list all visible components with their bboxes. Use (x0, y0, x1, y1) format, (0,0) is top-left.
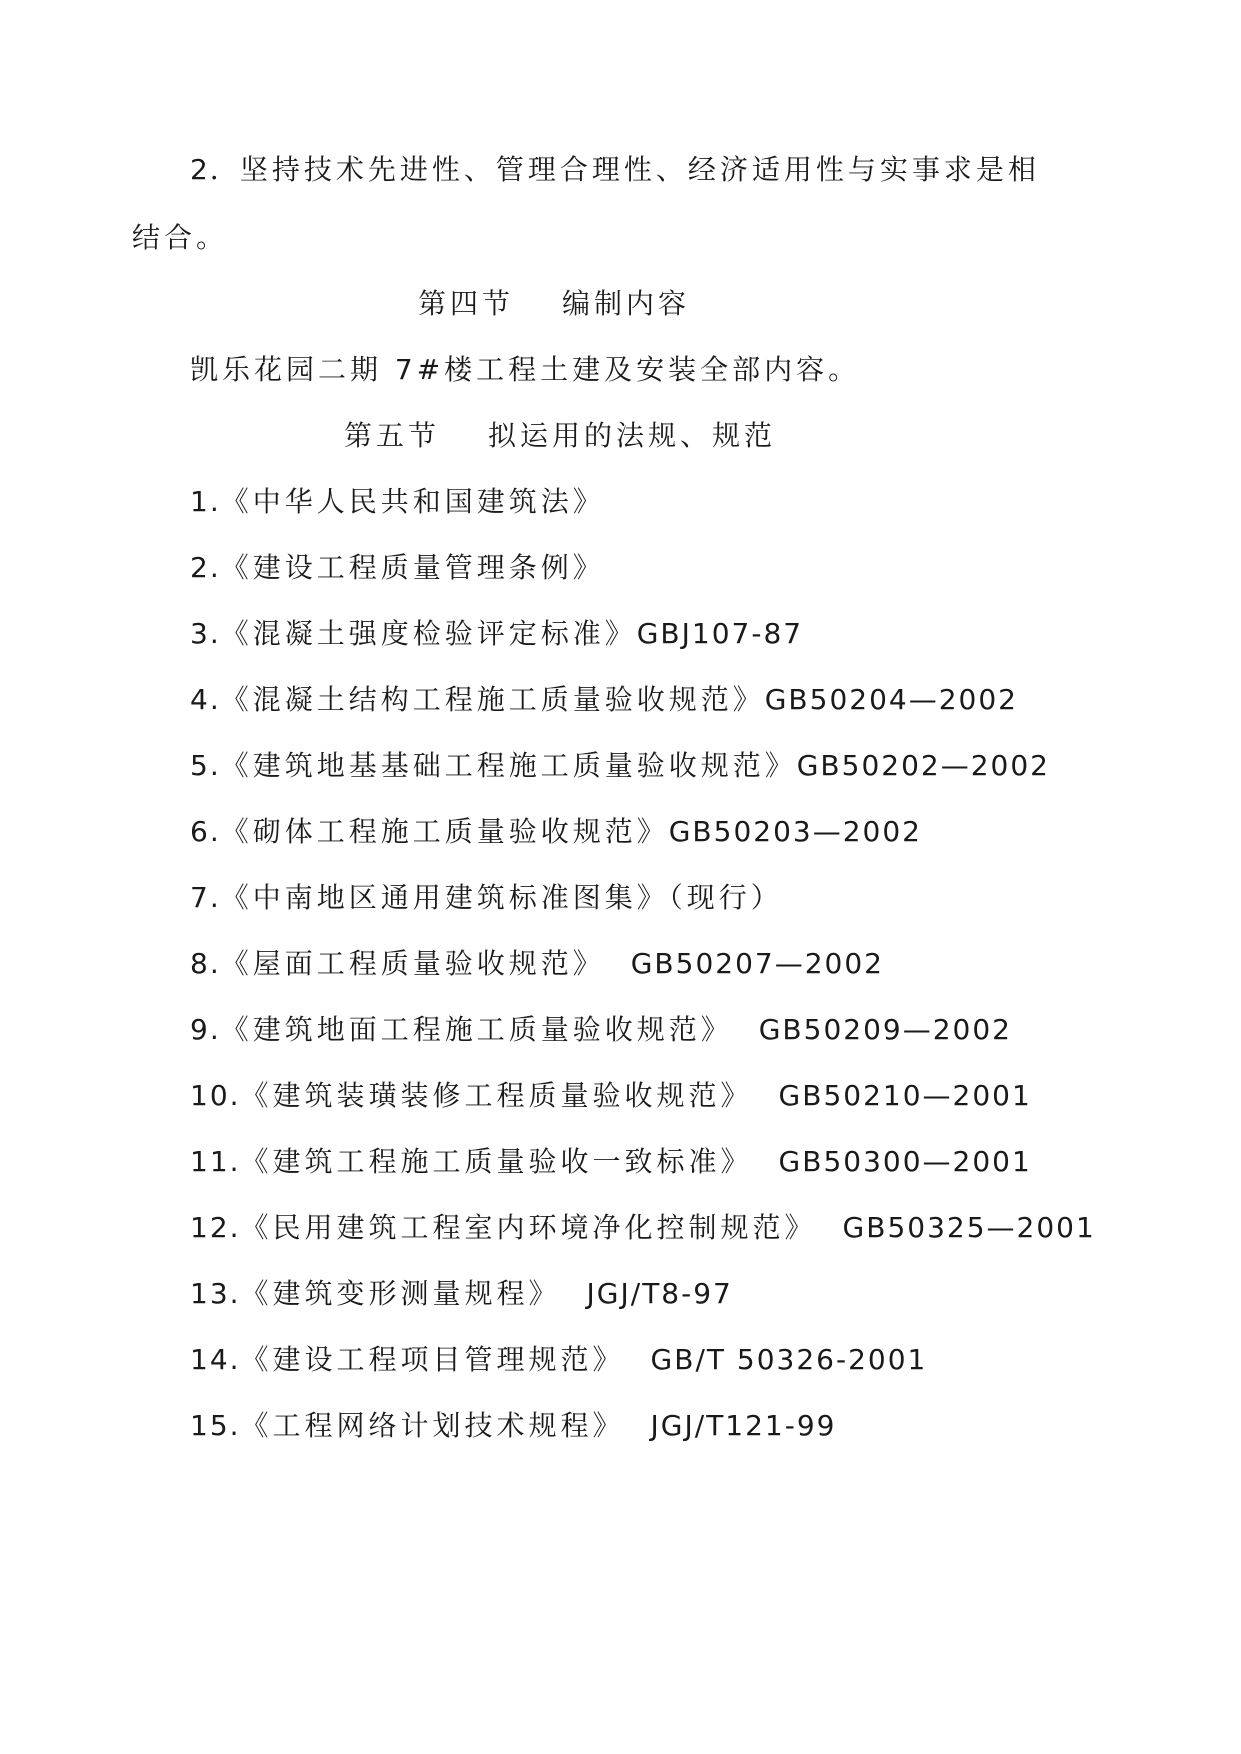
regulation-item (190, 614, 803, 654)
regulation-number: 10. (190, 1079, 241, 1112)
section4-body-text: 凯乐花园二期 7#楼工程土建及安装全部内容。 (190, 353, 861, 386)
regulation-code: JGJ/T121-99 (650, 1409, 837, 1442)
regulation-title: 《建筑工程施工质量验收一致标准》 (240, 1145, 753, 1178)
regulation-item (190, 1208, 1096, 1248)
section4-label: 第四节 (418, 287, 515, 320)
section5-heading (344, 416, 776, 456)
regulation-code: GBJ107-87 (636, 617, 804, 650)
regulation-number: 3. (190, 617, 221, 650)
regulation-title: 《中华人民共和国建筑法》 (220, 485, 605, 518)
principle-text-1: 坚持技术先进性、管理合理性、经济适用性与实事求是相 (239, 153, 1040, 186)
section5-title: 拟运用的法规、规范 (488, 419, 777, 452)
regulation-item (190, 1076, 1032, 1116)
regulation-code: GB50325—2001 (842, 1211, 1096, 1244)
regulation-number: 4. (190, 683, 221, 716)
regulation-item (190, 548, 605, 588)
regulation-title: 《屋面工程质量验收规范》 (220, 947, 605, 980)
principle-text-2: 结合。 (132, 221, 229, 254)
regulation-number: 13. (190, 1277, 241, 1310)
regulation-number: 11. (190, 1145, 241, 1178)
regulation-number: 14. (190, 1343, 241, 1376)
regulation-item (190, 1406, 836, 1446)
regulation-code: GB50210—2001 (778, 1079, 1032, 1112)
regulation-number: 9. (190, 1013, 221, 1046)
regulation-title: 《建设工程质量管理条例》 (220, 551, 605, 584)
regulation-code: GB50204—2002 (764, 683, 1018, 716)
regulation-number: 6. (190, 815, 221, 848)
regulation-title: 《建设工程项目管理规范》 (240, 1343, 625, 1376)
regulation-code: JGJ/T8-97 (586, 1277, 733, 1310)
regulation-item (190, 944, 884, 984)
regulation-title: 《中南地区通用建筑标准图集》 (220, 881, 669, 914)
principle-line-1 (190, 150, 1040, 190)
section5-label: 第五节 (344, 419, 441, 452)
regulation-item (190, 1142, 1032, 1182)
regulation-title: 《建筑变形测量规程》 (240, 1277, 561, 1310)
regulation-item (190, 746, 1050, 786)
regulation-code: （现行） (668, 881, 783, 914)
regulation-title: 《建筑地面工程施工质量验收规范》 (220, 1013, 733, 1046)
regulation-code: GB50209—2002 (758, 1013, 1012, 1046)
section4-body (190, 350, 860, 390)
regulation-code: GB50202—2002 (796, 749, 1050, 782)
principle-number: 2． (190, 153, 240, 186)
section4-heading (418, 284, 690, 324)
regulation-code: GB/T 50326-2001 (650, 1343, 928, 1376)
regulation-title: 《工程网络计划技术规程》 (240, 1409, 625, 1442)
regulation-title: 《混凝土强度检验评定标准》 (220, 617, 637, 650)
regulation-item (190, 1010, 1012, 1050)
section4-title: 编制内容 (562, 287, 691, 320)
regulation-title: 《建筑地基基础工程施工质量验收规范》 (220, 749, 797, 782)
regulation-item (190, 1340, 927, 1380)
regulation-title: 《民用建筑工程室内环境净化控制规范》 (240, 1211, 817, 1244)
regulation-item (190, 878, 783, 918)
regulation-item (190, 680, 1018, 720)
regulation-number: 5. (190, 749, 221, 782)
regulation-code: GB50207—2002 (630, 947, 884, 980)
regulation-title: 《建筑装璜装修工程质量验收规范》 (240, 1079, 753, 1112)
regulation-number: 15. (190, 1409, 241, 1442)
regulation-code: GB50300—2001 (778, 1145, 1032, 1178)
regulation-number: 12. (190, 1211, 241, 1244)
regulation-number: 1. (190, 485, 221, 518)
regulation-item (190, 1274, 733, 1314)
regulation-code: GB50203—2002 (668, 815, 922, 848)
principle-line-2 (132, 218, 228, 258)
regulation-number: 2. (190, 551, 221, 584)
regulation-item (190, 812, 922, 852)
regulation-number: 8. (190, 947, 221, 980)
regulation-title: 《砌体工程施工质量验收规范》 (220, 815, 669, 848)
regulation-number: 7. (190, 881, 221, 914)
regulation-title: 《混凝土结构工程施工质量验收规范》 (220, 683, 765, 716)
regulation-item (190, 482, 605, 522)
